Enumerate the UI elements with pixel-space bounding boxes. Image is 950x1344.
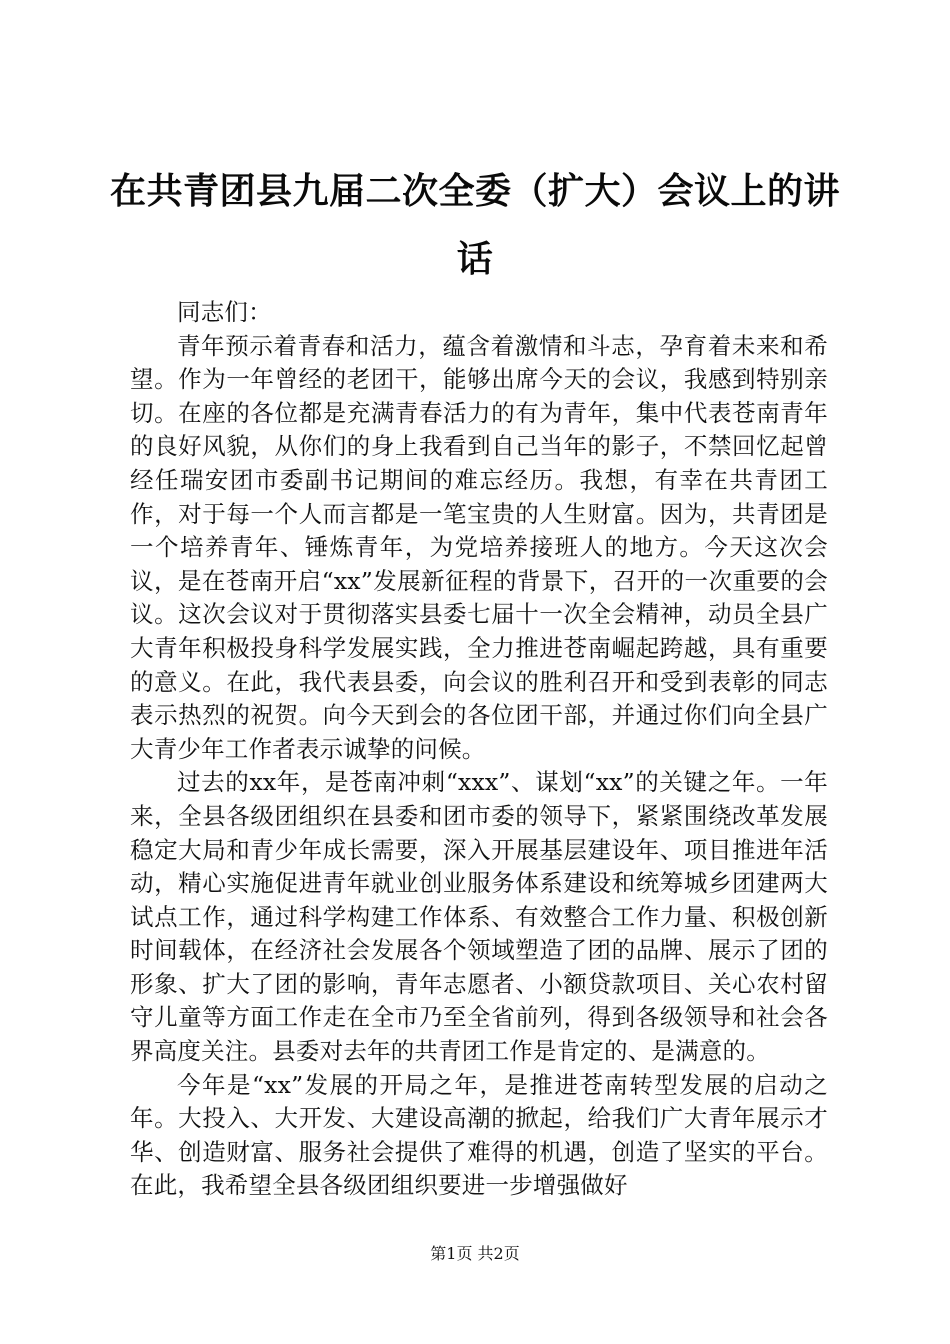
page-number: 第1页 共2页 <box>430 1244 520 1263</box>
paragraph-3: 今年是“xx”发展的开局之年，是推进苍南转型发展的启动之年。大投入、大开发、大建设高潮的掀起，给我们广大青年展示才华、创造财富、服务社会提供了难得的机遇，创造了坚实的平台。在此，我希望全县各级团组织要进一步增强做好 <box>130 1070 828 1200</box>
page-footer <box>0 1243 950 1265</box>
salutation: 同志们： <box>177 298 272 326</box>
document-body <box>130 296 828 1203</box>
paragraph-1: 青年预示着青春和活力，蕴含着激情和斗志，孕育着未来和希望。作为一年曾经的老团干，能够出席今天的会议，我感到特别亲切。在座的各位都是充满青春活力的有为青年，集中代表苍南青年的良好风貌，从你们的身上我看到自己当年的影子，不禁回忆起曾经任瑞安团市委副书记期间的难忘经历。我想，有幸在共青团工作，对于每一个人而言都是一笔宝贵的人生财富。因为，共青团是一个培养青年、锤炼青年，为党培养接班人的地方。今天这次会议，是在苍南开启“xx”发展新征程的背景下，召开的一次重要的会议。这次会议对于贯彻落实县委七届十一次全会精神，动员全县广大青年积极投身科学发展实践，全力推进苍南崛起跨越，具有重要的意义。在此，我代表县委，向会议的胜利召开和受到表彰的同志表示热烈的祝贺。向今天到会的各位团干部，并通过你们向全县广大青少年工作者表示诚挚的问候。 <box>130 331 828 763</box>
document-title: 在共青团县九届二次全委（扩大）会议上的讲话 <box>110 171 841 280</box>
paragraph-2: 过去的xx年，是苍南冲刺“xxx”、谋划“xx”的关键之年。一年来，全县各级团组织在县委和团市委的领导下，紧紧围绕改革发展稳定大局和青少年成长需要，深入开展基层建设年、项目推进年活动，精心实施促进青年就业创业服务体系建设和统筹城乡团建两大试点工作，通过科学构建工作体系、有效整合工作力量、积极创新时间载体，在经济社会发展各个领域塑造了团的品牌、展示了团的形象、扩大了团的影响，青年志愿者、小额贷款项目、关心农村留守儿童等方面工作走在全市乃至全省前列，得到各级领导和社会各界高度关注。县委对去年的共青团工作是肯定的、是满意的。 <box>130 768 828 1066</box>
